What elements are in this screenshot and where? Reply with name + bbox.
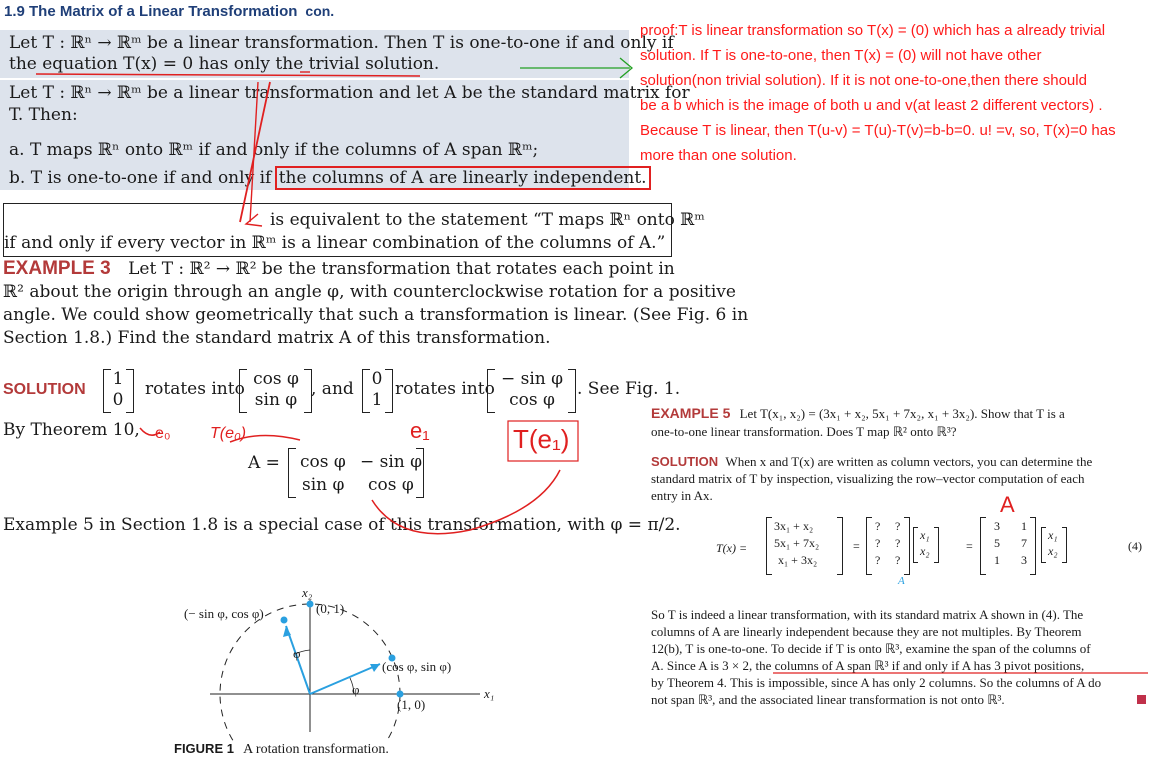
example5-solution-text-1: When x and T(x) are written as column vectors, you can determine the: [725, 454, 1093, 469]
bracket-left: [866, 517, 872, 575]
q-11: ?: [875, 519, 881, 533]
entry: 0: [371, 369, 383, 389]
entry: 0: [112, 390, 124, 410]
tx-label: T(x) =: [716, 541, 748, 555]
hand-e0: e₀: [155, 425, 171, 442]
q-21: ?: [875, 536, 881, 550]
proof-line: solution. If T is one-to-one, then T(x) = (0) will not have other: [640, 47, 1042, 64]
bracket-right: [904, 517, 910, 575]
proof-line: more than one solution.: [640, 147, 797, 164]
entry: 1: [371, 390, 383, 410]
proof-line: solution(non trivial solution). If it is not one-to-one,then there should: [640, 72, 1087, 89]
fig-x2-label: x₂: [302, 585, 313, 600]
example3-line-2: ℝ² about the origin through an angle φ, with counterclockwise rotation for a positive: [3, 282, 736, 302]
bracket-right: [934, 527, 939, 563]
rotates-into-1: rotates into: [145, 379, 245, 399]
fig-phi-2: φ: [352, 682, 360, 697]
example3-text-1: Let T : ℝ² → ℝ² be the transformation that rotates each point in: [128, 259, 675, 279]
example5-line-1: Let T(x₁, x₂) = (3x₁ + x₂, 5x₁ + 7x₂, x₁ + 3x₂). Show that T is a: [739, 406, 1065, 421]
q-22: ?: [895, 536, 901, 550]
bracket-left: [913, 527, 918, 563]
x-vec-2: x₂: [920, 544, 930, 558]
a-21: 5: [994, 536, 1000, 550]
example5-solution-heading: SOLUTION: [651, 454, 719, 469]
matrix-a-label: A =: [248, 453, 280, 473]
theorem12-item-a: a. T maps ℝⁿ onto ℝᵐ if and only if the columns of A span ℝᵐ;: [9, 140, 539, 160]
example5-line-2: one-to-one linear transformation. Does T map ℝ² onto ℝ³?: [651, 424, 957, 439]
and-text: , and: [311, 379, 354, 399]
a-31: 1: [994, 553, 1000, 567]
red-slash-2: [250, 82, 258, 222]
red-underline: [36, 74, 420, 76]
bracket-left: [766, 517, 772, 575]
equation-4: [650, 515, 1150, 587]
hand-te1: T(e₁): [513, 424, 570, 454]
figure-1-caption: [174, 738, 389, 758]
conclusion-line: So T is indeed a linear transformation, with its standard matrix A shown in (4). The: [651, 607, 1084, 622]
conclusion-line: columns of A are linearly independent because they are not multiples. By Theorem: [651, 624, 1082, 639]
matrix-a-12: − sin φ: [360, 452, 423, 472]
fig-point-left: (− sin φ, cos φ): [184, 606, 264, 621]
example3-line-3: angle. We could show geometrically that such a transformation is linear. (See Fig. 6 in: [3, 305, 749, 325]
hand-a-mark: A: [1000, 492, 1015, 517]
solution3-heading: SOLUTION: [3, 381, 86, 398]
example3-heading: EXAMPLE 3: [3, 258, 111, 279]
theorem-line-1: Let T : ℝⁿ → ℝᵐ be a linear transformation. Then T is one-to-one if and only if: [9, 33, 674, 53]
theorem12-line-1: Let T : ℝⁿ → ℝᵐ be a linear transformation and let A be the standard matrix for: [9, 83, 690, 103]
entry: sin φ: [254, 390, 298, 410]
conclusion-line: A. Since A is 3 × 2, the columns of A span ℝ³ if and only if A has 3 pivot positions,: [651, 658, 1085, 673]
special-case-line: Example 5 in Section 1.8 is a special case of this transformation, with φ = π/2.: [3, 515, 681, 535]
end-of-proof-square: [1137, 695, 1146, 704]
matrix-a-21: sin φ: [302, 475, 345, 495]
example5-solution-line-3: entry in Ax.: [651, 488, 713, 503]
proof-line: proof:T is linear transformation so T(x) = (0) which has a already trivial: [640, 22, 1106, 39]
x-vec2-2: x₂: [1048, 544, 1058, 558]
conclusion-line: by Theorem 4. This is impossible, since A has only 2 columns. So the columns of A do: [651, 675, 1102, 690]
example5-heading: EXAMPLE 5: [651, 405, 731, 421]
a-12: 1: [1021, 519, 1027, 533]
bracket-right: [1062, 527, 1067, 563]
theorem-line-2: the equation T(x) = 0 has only the trivial solution.: [9, 54, 440, 74]
bracket-left: [1041, 527, 1046, 563]
fig-point-right: (cos φ, sin φ): [382, 659, 452, 674]
figure-1-caption-text: A rotation transformation.: [243, 742, 389, 757]
fig-x1-label: x₁: [484, 686, 495, 701]
section-title-text: 1.9 The Matrix of a Linear Transformation: [4, 3, 298, 20]
te1-curve: [372, 470, 560, 534]
a-under-q: A: [898, 575, 905, 587]
a-22: 7: [1021, 536, 1027, 550]
bracket-right: [1030, 517, 1036, 575]
x-vec2-1: x₁: [1048, 528, 1058, 542]
matrix-a-11: cos φ: [300, 452, 346, 472]
equivalence-line-2: if and only if every vector in ℝᵐ is a linear combination of the columns of A.”: [4, 233, 666, 253]
entry: − sin φ: [500, 369, 564, 389]
fig-phi-1: φ: [293, 646, 301, 661]
q-32: ?: [895, 553, 901, 567]
equivalence-line-1: is equivalent to the statement “T maps ℝⁿ onto ℝᵐ: [270, 210, 705, 230]
proof-line: be a b which is the image of both u and v(at least 2 different vectors) .: [640, 97, 1103, 114]
point-0-1: [307, 601, 314, 608]
equals-2: =: [966, 539, 973, 553]
equation-number: (4): [1128, 539, 1142, 553]
entry: cos φ: [253, 369, 299, 389]
proof-line: Because T is linear, then T(u-v) = T(u)-T(v)=b-b=0. u! =v, so, T(x)=0 has: [640, 122, 1116, 139]
col-row-1: 3x₁ + x₂: [774, 519, 814, 533]
equals-1: =: [853, 539, 860, 553]
fig-point-bottom: (1, 0): [397, 697, 426, 712]
red-arrow-tip: [246, 214, 262, 226]
hand-e1: e₁: [410, 418, 430, 443]
col-row-2: 5x₁ + 7x₂: [774, 536, 820, 550]
bracket-left: [980, 517, 986, 575]
figure-1-caption-head: FIGURE 1: [174, 741, 234, 756]
example3-line-4: Section 1.8.) Find the standard matrix A of this transformation.: [3, 328, 551, 348]
matrix-a-22: cos φ: [368, 475, 414, 495]
point-neg-sin-cos: [281, 617, 288, 624]
col-row-3: x₁ + 3x₂: [778, 553, 818, 567]
by-theorem-10: By Theorem 10,: [3, 420, 140, 440]
hand-te0: T(e₀): [210, 425, 247, 442]
q-12: ?: [895, 519, 901, 533]
conclusion-line: 12(b), T is one-to-one. To decide if T is onto ℝ³, examine the span of the columns of: [651, 641, 1091, 656]
red-slash-1: [240, 82, 270, 222]
see-fig-text: . See Fig. 1.: [577, 379, 681, 399]
fig-point-top: (0, 1): [316, 601, 345, 616]
a-11: 3: [994, 519, 1000, 533]
bracket-right: [837, 517, 843, 575]
example5-conclusion: [651, 606, 1101, 708]
theorem12-item-b-prefix: b. T is one-to-one if and only if: [9, 168, 277, 188]
section-title-suffix: con.: [305, 3, 335, 19]
example5-solution-line-1: [651, 454, 1092, 470]
entry: cos φ: [509, 390, 555, 410]
rotates-into-2: rotates into: [395, 379, 495, 399]
example-5-heading-line: [651, 405, 1065, 422]
conclusion-line: not span ℝ³, and the associated linear transformation is not onto ℝ³.: [651, 692, 1005, 707]
example5-solution-line-2: standard matrix of T by inspection, visualizing the row–vector computation of each: [651, 471, 1085, 486]
theorem12-line-2: T. Then:: [9, 105, 78, 125]
a-32: 3: [1021, 553, 1027, 567]
entry: 1: [112, 369, 124, 389]
x-vec-1: x₁: [920, 528, 930, 542]
vector-cos-sin: [310, 664, 380, 694]
boxed-linear-independence: the columns of A are linearly independent.: [278, 168, 647, 188]
q-31: ?: [875, 553, 881, 567]
